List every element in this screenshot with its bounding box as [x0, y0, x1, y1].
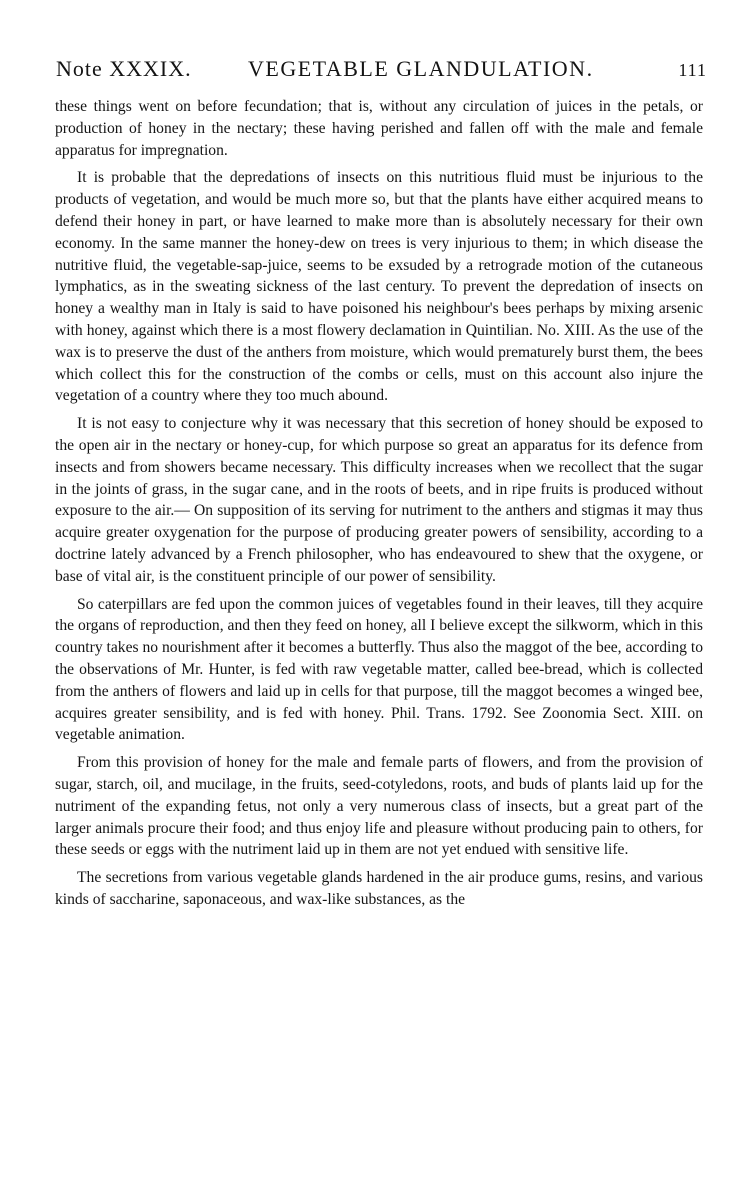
paragraph: From this provision of honey for the male and female parts of flowers, and from the provision of sugar, starch, oil, and mucilage, in the fruits, seed-cotyledons, roots, and buds of plants laid up for the nutriment of the expanding fetus, not only a very numerous class of insects, but a great part of the larger animals procure their food; and thus enjoy life and pleasure without producing pain to others, for these seeds or eggs with the nutriment laid up in them are not yet endued with sensitive life. [55, 754, 703, 859]
page-number: 111 [678, 60, 707, 80]
running-header [56, 56, 707, 86]
paragraph: It is not easy to conjecture why it was necessary that this secretion of honey should be exposed to the open air in the nectary or honey-cup, for which purpose so great an apparatus for its defence from insects and from showers became necessary. This difficulty increases when we recollect that the sugar in the joints of grass, in the sugar cane, and in the roots of beets, and in ripe fruits is produced without exposure to the air.— On supposition of its serving for nutriment to the anthers and stigmas it may thus acquire greater oxygenation for the purpose of producing greater powers of sensibility, according to a doctrine lately advanced by a French philosopher, who has endeavoured to shew that the oxygene, or base of vital air, is the constituent principle of our power of sensibility. [55, 415, 703, 585]
paragraph-continued: these things went on before fecundation; that is, without any circulation of juices in the petals, or production of honey in the nectary; these having perished and fallen off with the male and female apparatus for impregnation. [55, 98, 703, 159]
page-title: VEGETABLE GLANDULATION. [248, 56, 594, 81]
note-label: Note XXXIX. [56, 56, 192, 81]
paragraph: It is probable that the depredations of insects on this nutritious fluid must be injurious to the products of vegetation, and would be much more so, but that the plants have either acquired means to defend their honey in part, or have learned to make more than is absolutely necessary for their own economy. In the same manner the honey-dew on trees is very injurious to them; in which disease the nutritive fluid, the vegetable-sap-juice, seems to be exsuded by a retrograde motion of the cutaneous lymphatics, as in the sweating sickness of the last century. To prevent the depredation of insects on honey a wealthy man in Italy is said to have poisoned his neighbour's bees perhaps by mixing arsenic with honey, against which there is a most flowery declamation in Quintilian. No. XIII. As the use of the wax is to preserve the dust of the anthers from moisture, which would prematurely burst them, the bees which collect this for the construction of the combs or cells, must on this account also injure the vegetation of a country where they too much abound. [55, 169, 703, 405]
paragraph: The secretions from various vegetable glands hardened in the air produce gums, resins, and various kinds of saccharine, saponaceous, and wax-like substances, as the [55, 869, 703, 908]
paragraph: So caterpillars are fed upon the common juices of vegetables found in their leaves, till they acquire the organs of reproduction, and then they feed on honey, all I believe except the silkworm, which in this country takes no nourishment after it becomes a butterfly. Thus also the maggot of the bee, according to the observations of Mr. Hunter, is fed with raw vegetable matter, called bee-bread, which is collected from the anthers of flowers and laid up in cells for that purpose, till the maggot becomes a winged bee, acquires greater sensibility, and is fed with honey. Phil. Trans. 1792. See Zoonomia Sect. XIII. on vegetable animation. [55, 595, 703, 744]
body-text [55, 96, 703, 917]
